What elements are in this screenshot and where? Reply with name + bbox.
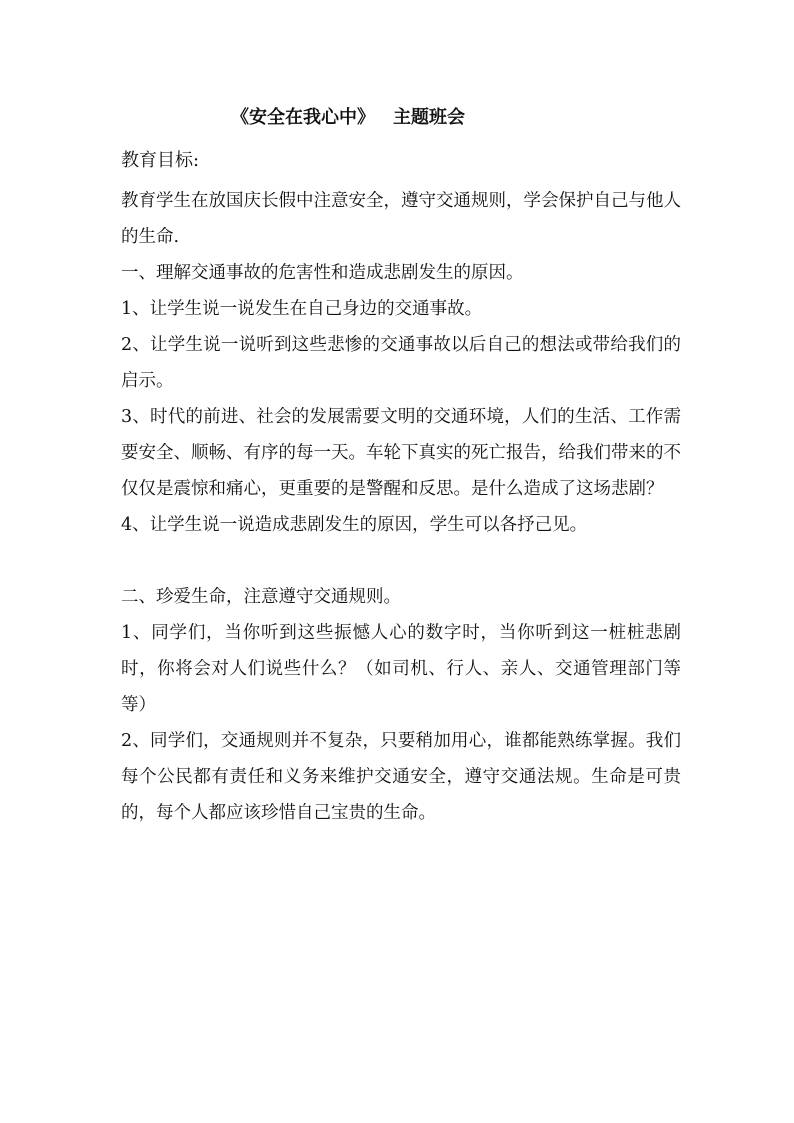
title-subtitle: 主题班会	[393, 107, 465, 128]
paragraph-item-2: 2、让学生说一说听到这些悲惨的交通事故以后自己的想法或带给我们的启示。	[121, 335, 681, 391]
paragraph-item-4: 4、让学生说一说造成悲剧发生的原因，学生可以各抒己见。	[121, 515, 588, 535]
paragraph-section-one-heading: 一、理解交通事故的危害性和造成悲剧发生的原因。	[121, 263, 524, 283]
paragraph-item-3: 3、时代的前进、社会的发展需要文明的交通环境，人们的生活、工作需要安全、顺畅、有序的每一天。车轮下真实的死亡报告，给我们带来的不仅仅是震惊和痛心，更重要的是警醒和反思。是什么造成了这场悲剧？	[121, 407, 681, 499]
title-book-name: 《安全在我心中》	[231, 107, 375, 128]
paragraph-section-two-item-2: 2、同学们，交通规则并不复杂，只要稍加用心，谁都能熟练掌握。我们每个公民都有责任和义务来维护交通安全，遵守交通法规。生命是可贵的，每个人都应该珍惜自己宝贵的生命。	[121, 731, 681, 823]
paragraph-item-1: 1、让学生说一说发生在自己身边的交通事故。	[121, 299, 483, 319]
goal-heading: 教育目标:	[121, 150, 200, 171]
paragraph-section-two-heading: 二、珍爱生命，注意遵守交通规则。	[121, 587, 401, 607]
blank-line	[121, 543, 681, 579]
document-body	[121, 183, 681, 831]
document-title	[231, 106, 465, 130]
paragraph-goal-description: 教育学生在放国庆长假中注意安全，遵守交通规则，学会保护自己与他人的生命.	[121, 191, 681, 247]
paragraph-section-two-item-1: 1、同学们，当你听到这些振憾人心的数字时，当你听到这一桩桩悲剧时，你将会对人们说些什么？（如司机、行人、亲人、交通管理部门等等）	[121, 623, 681, 715]
